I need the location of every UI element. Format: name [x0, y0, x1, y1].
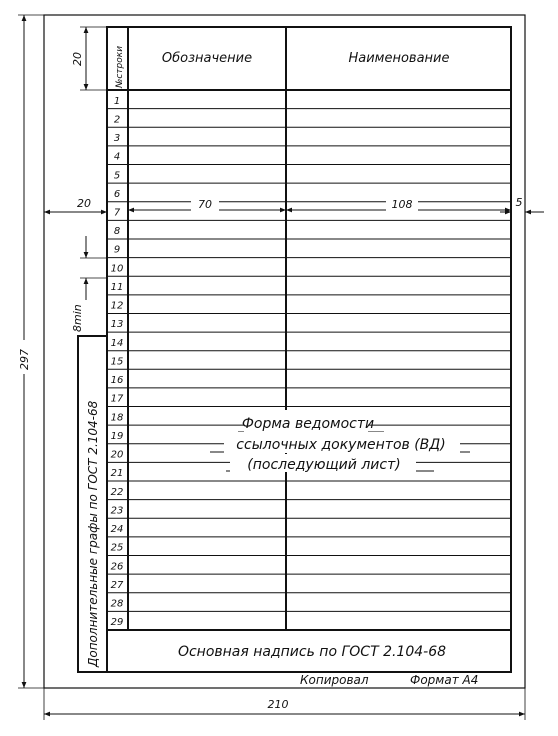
- row-number: 24: [110, 524, 124, 536]
- row-number: 16: [110, 375, 124, 387]
- row-number: 18: [110, 412, 124, 424]
- form-title-line3: (последующий лист): [247, 457, 401, 473]
- row-number: 29: [110, 617, 124, 629]
- dim-label-header-20: 20: [71, 52, 84, 66]
- row-number: 4: [113, 151, 121, 163]
- row-number: 22: [110, 486, 124, 498]
- row-number: 9: [113, 244, 121, 256]
- row-number: 13: [110, 319, 124, 331]
- row-number: 3: [113, 133, 121, 145]
- form-title-line1: Форма ведомости: [241, 416, 375, 432]
- row-number: 7: [113, 207, 121, 219]
- row-number: 8: [113, 226, 121, 238]
- row-number: 15: [110, 356, 124, 368]
- row-number: 19: [110, 430, 124, 442]
- row-number: 21: [110, 468, 124, 480]
- row-number: 1: [113, 95, 121, 107]
- row-number: 10: [110, 263, 124, 275]
- row-number: 25: [110, 542, 124, 554]
- inner-frame: [107, 27, 511, 672]
- row-number-list: [111, 96, 124, 628]
- dim-label-70: 70: [198, 198, 212, 211]
- column-header-name: Наименование: [348, 51, 450, 66]
- row-number: 27: [110, 579, 124, 591]
- row-number: 11: [110, 281, 124, 293]
- row-grid: [107, 109, 511, 612]
- row-number: 23: [110, 505, 124, 517]
- row-number: 5: [113, 170, 121, 182]
- row-number: 26: [110, 561, 124, 573]
- dim-label-108: 108: [391, 198, 413, 211]
- copied-label: Копировал: [300, 673, 369, 687]
- form-title-line2: ссылочных документов (ВД): [236, 437, 446, 453]
- row-number: 6: [113, 188, 121, 200]
- row-number: 17: [110, 393, 124, 405]
- row-number: 12: [110, 300, 124, 312]
- title-block-label: Основная надпись по ГОСТ 2.104-68: [177, 644, 447, 660]
- row-number: 2: [113, 114, 121, 126]
- dim-label-210: 210: [267, 698, 289, 711]
- row-number-header: №строки: [115, 45, 125, 88]
- format-label: Формат А4: [410, 673, 479, 687]
- side-columns-label: Дополнительные графы по ГОСТ 2.104-68: [86, 400, 100, 667]
- row-number: 28: [110, 598, 124, 610]
- dim-label-right-5: 5: [515, 196, 523, 209]
- column-header-designation: Обозначение: [161, 51, 253, 66]
- dim-label-row-8min: 8min: [71, 304, 84, 332]
- dim-label-left-20: 20: [77, 197, 91, 210]
- row-number: 14: [110, 337, 124, 349]
- dim-label-297: 297: [18, 349, 31, 370]
- row-number: 20: [110, 449, 124, 461]
